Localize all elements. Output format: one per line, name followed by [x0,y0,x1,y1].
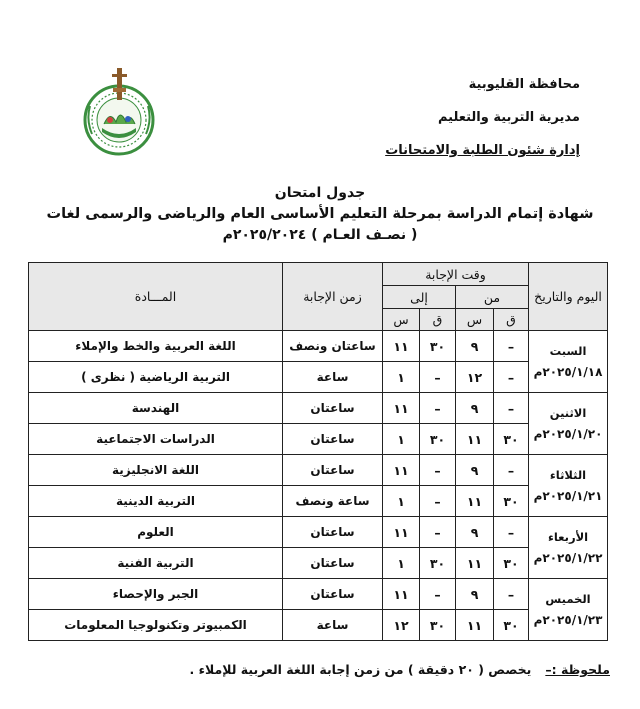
from-hours: ٩ [456,579,494,610]
subject-cell: التربية الرياضية ( نظرى ) [29,362,283,393]
to-minutes: ٣٠ [420,424,456,455]
duration-cell: ساعة [283,362,383,393]
certificate-title: شهادة إتمام الدراسة بمرحلة التعليم الأساسى العام والرياضى والرسمى لغات [46,206,594,222]
from-minutes: ٣٠ [494,548,529,579]
header-from-hours: س [456,309,494,331]
subject-cell: الهندسة [29,393,283,424]
duration-cell: ساعة ونصف [283,486,383,517]
subject-cell: الجبر والإحصاء [29,579,283,610]
from-hours: ٩ [456,517,494,548]
from-minutes: – [494,517,529,548]
duration-cell: ساعتان [283,455,383,486]
day-date-cell [529,393,608,455]
from-hours: ٩ [456,393,494,424]
exam-schedule-title: جدول امتحان [274,185,366,201]
subject-cell: الدراسات الاجتماعية [29,424,283,455]
from-hours: ٩ [456,455,494,486]
subject-cell: التربية الفنية [29,548,283,579]
duration-cell: ساعتان [283,548,383,579]
table-row [29,610,608,641]
to-minutes: – [420,393,456,424]
day-name: الاثنين [549,405,587,420]
to-minutes: ٣٠ [420,331,456,362]
exam-date: ٢٠٢٥/١/٢٣م [533,612,603,627]
table-row [29,331,608,362]
duration-cell: ساعتان [283,579,383,610]
from-minutes: ٣٠ [494,486,529,517]
header-subject: المـــادة [29,263,283,331]
header-to: إلى [383,286,456,309]
exam-schedule-table [28,262,608,641]
title-block [0,183,640,245]
table-row [29,455,608,486]
to-minutes: – [420,455,456,486]
to-hours: ١١ [383,517,420,548]
day-name: الثلاثاء [549,467,587,482]
header-duration: زمن الإجابة [283,263,383,331]
header-from-minutes: ق [494,309,529,331]
subject-cell: اللغة الانجليزية [29,455,283,486]
day-name: السبت [549,343,587,358]
duration-cell: ساعتان [283,393,383,424]
from-minutes: ٣٠ [494,424,529,455]
subject-cell: التربية الدينية [29,486,283,517]
from-hours: ١٢ [456,362,494,393]
to-minutes: – [420,486,456,517]
to-hours: ١١ [383,393,420,424]
subject-cell: اللغة العربية والخط والإملاء [29,331,283,362]
to-hours: ١١ [383,331,420,362]
table-row [29,486,608,517]
day-name: الخميس [545,591,591,606]
footnote [190,662,610,677]
duration-cell: ساعة [283,610,383,641]
table-row [29,424,608,455]
exam-date: ٢٠٢٥/١/١٨م [533,364,603,379]
to-hours: ١٢ [383,610,420,641]
to-minutes: ٣٠ [420,548,456,579]
from-hours: ١١ [456,424,494,455]
header-block [385,68,580,167]
to-minutes: – [420,579,456,610]
to-minutes: ٣٠ [420,610,456,641]
note-label: ملحوظة :– [545,662,610,677]
day-date-cell [529,455,608,517]
exam-date: ٢٠٢٥/١/٢١م [533,488,603,503]
to-minutes: – [420,517,456,548]
governorate-name: محافظة القليوبية [468,77,580,92]
subject-cell: الكمبيوتر وتكنولوجيا المعلومات [29,610,283,641]
governorate-emblem-icon [80,62,158,160]
header-to-hours: س [383,309,420,331]
header-day-date: اليوم والتاريخ [529,263,608,331]
term-title: ( نصـف العـام ) ٢٠٢٥/٢٠٢٤م [222,227,418,243]
to-minutes: – [420,362,456,393]
exam-date: ٢٠٢٥/١/٢٢م [533,550,603,565]
table-row [29,393,608,424]
to-hours: ١ [383,362,420,393]
table-row [29,517,608,548]
duration-cell: ساعتان [283,424,383,455]
table-row [29,579,608,610]
from-hours: ١١ [456,610,494,641]
from-hours: ١١ [456,548,494,579]
subject-cell: العلوم [29,517,283,548]
to-hours: ١ [383,548,420,579]
from-minutes: – [494,331,529,362]
from-hours: ٩ [456,331,494,362]
from-minutes: – [494,362,529,393]
day-name: الأربعاء [547,529,589,544]
duration-cell: ساعتان [283,517,383,548]
from-minutes: – [494,579,529,610]
directorate-name: مديرية التربية والتعليم [437,110,580,125]
to-hours: ١ [383,486,420,517]
header-to-minutes: ق [420,309,456,331]
day-date-cell [529,331,608,393]
table-row [29,362,608,393]
from-minutes: – [494,455,529,486]
from-minutes: – [494,393,529,424]
day-date-cell [529,579,608,641]
to-hours: ١١ [383,579,420,610]
from-minutes: ٣٠ [494,610,529,641]
table-row [29,548,608,579]
department-name: إدارة شئون الطلبة والامتحانات [385,143,580,158]
day-date-cell [529,517,608,579]
header-answer-time: وقت الإجابة [383,263,529,286]
from-hours: ١١ [456,486,494,517]
duration-cell: ساعتان ونصف [283,331,383,362]
note-text: يخصص ( ٢٠ دقيقة ) من زمن إجابة اللغة العربية للإملاء . [189,662,532,677]
exam-date: ٢٠٢٥/١/٢٠م [533,426,603,441]
to-hours: ١ [383,424,420,455]
to-hours: ١١ [383,455,420,486]
header-from: من [456,286,529,309]
